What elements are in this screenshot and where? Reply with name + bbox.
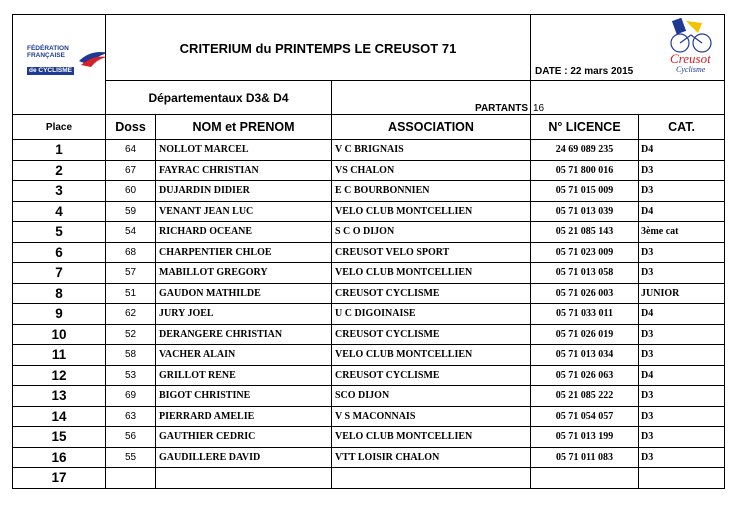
cell-association: VELO CLUB MONTCELLIEN [332, 201, 531, 222]
cell-cat: D3 [639, 181, 725, 202]
cell-doss: 62 [106, 304, 156, 325]
race-date: DATE : 22 mars 2015 [535, 66, 634, 77]
col-cat: CAT. [639, 115, 725, 140]
cell-association: CREUSOT CYCLISME [332, 283, 531, 304]
cell-name: BIGOT CHRISTINE [156, 386, 332, 407]
cell-doss: 54 [106, 222, 156, 243]
cell-association: V S MACONNAIS [332, 406, 531, 427]
cell-cat: D3 [639, 447, 725, 468]
cell-doss: 69 [106, 386, 156, 407]
cell-licence: 05 71 054 057 [531, 406, 639, 427]
layout-root [12, 14, 724, 514]
cell-place: 15 [13, 427, 106, 448]
cell-doss: 59 [106, 201, 156, 222]
cell-place: 2 [13, 160, 106, 181]
cell-place: 6 [13, 242, 106, 263]
cell-place: 11 [13, 345, 106, 366]
cell-doss: 56 [106, 427, 156, 448]
cell-licence: 05 71 033 011 [531, 304, 639, 325]
cell-association: VS CHALON [332, 160, 531, 181]
cell-place: 8 [13, 283, 106, 304]
cell-doss: 63 [106, 406, 156, 427]
cell-name: FAYRAC CHRISTIAN [156, 160, 332, 181]
cell-place: 4 [13, 201, 106, 222]
cell-place: 1 [13, 140, 106, 161]
cell-licence: 05 71 800 016 [531, 160, 639, 181]
page-title: CRITERIUM du PRINTEMPS LE CREUSOT 71 [106, 15, 531, 81]
cell-licence: 05 71 015 009 [531, 181, 639, 202]
cell-place: 10 [13, 324, 106, 345]
cell-name: DUJARDIN DIDIER [156, 181, 332, 202]
cell-name: GRILLOT RENE [156, 365, 332, 386]
cell-cat: 3ème cat [639, 222, 725, 243]
cell-association: VTT LOISIR CHALON [332, 447, 531, 468]
cell-name: MABILLOT GREGORY [156, 263, 332, 284]
cell-licence: 05 71 013 034 [531, 345, 639, 366]
cell-doss: 58 [106, 345, 156, 366]
cell-association: SCO DIJON [332, 386, 531, 407]
cell-doss: 64 [106, 140, 156, 161]
cell-cat: D3 [639, 406, 725, 427]
col-licence: N° LICENCE [531, 115, 639, 140]
cell-licence: 05 71 013 199 [531, 427, 639, 448]
race-category: Départementaux D3& D4 [106, 81, 332, 115]
cell-place: 14 [13, 406, 106, 427]
cell-licence: 05 71 026 003 [531, 283, 639, 304]
cell-licence: 24 69 089 235 [531, 140, 639, 161]
cell-cat: JUNIOR [639, 283, 725, 304]
cell-cat: D4 [639, 365, 725, 386]
cell-doss: 55 [106, 447, 156, 468]
cell-licence: 05 71 013 058 [531, 263, 639, 284]
cell-licence: 05 21 085 143 [531, 222, 639, 243]
cell-name: GAUDILLERE DAVID [156, 447, 332, 468]
cell-licence: 05 71 026 063 [531, 365, 639, 386]
creusot-logo-script: Cyclisme [676, 65, 706, 74]
col-doss: Doss [106, 115, 156, 140]
cell-name: DERANGERE CHRISTIAN [156, 324, 332, 345]
cell-doss: 57 [106, 263, 156, 284]
cell-association: U C DIGOINAISE [332, 304, 531, 325]
cell-cat: D4 [639, 201, 725, 222]
cell-cat: D4 [639, 140, 725, 161]
creusot-logo-text: Creusot [670, 51, 711, 66]
cell-cat: D3 [639, 324, 725, 345]
cell-doss: 60 [106, 181, 156, 202]
cell-cat: D3 [639, 386, 725, 407]
cell-association: E C BOURBONNIEN [332, 181, 531, 202]
grid-lines [12, 14, 724, 484]
col-name: NOM et PRENOM [156, 115, 332, 140]
ffc-logo-line2: FRANÇAISE [27, 52, 65, 59]
cell-doss: 52 [106, 324, 156, 345]
cell-cat: D3 [639, 263, 725, 284]
cell-association: S C O DIJON [332, 222, 531, 243]
cell-name: VACHER ALAIN [156, 345, 332, 366]
cell-cat: D3 [639, 160, 725, 181]
cell-name: PIERRARD AMELIE [156, 406, 332, 427]
partants-label: PARTANTS [332, 81, 531, 115]
cell-licence: 05 71 023 009 [531, 242, 639, 263]
cell-doss: 51 [106, 283, 156, 304]
cell-association: CREUSOT VELO SPORT [332, 242, 531, 263]
partants-value: 16 [531, 81, 725, 115]
cell-association: VELO CLUB MONTCELLIEN [332, 345, 531, 366]
cell-doss: 67 [106, 160, 156, 181]
cell-place: 13 [13, 386, 106, 407]
cell-association: VELO CLUB MONTCELLIEN [332, 427, 531, 448]
cell-cat: D3 [639, 427, 725, 448]
cell-place: 16 [13, 447, 106, 468]
cell-licence: 05 71 026 019 [531, 324, 639, 345]
ffc-logo-line1: FÉDÉRATION [27, 45, 69, 52]
cell-licence: 05 71 013 039 [531, 201, 639, 222]
cell-cat: D4 [639, 304, 725, 325]
cell-association: V C BRIGNAIS [332, 140, 531, 161]
cell-name: JURY JOEL [156, 304, 332, 325]
cell-place: 5 [13, 222, 106, 243]
cell-name: GAUDON MATHILDE [156, 283, 332, 304]
cell-place: 17 [13, 468, 106, 489]
cell-doss: 68 [106, 242, 156, 263]
cell-name: NOLLOT MARCEL [156, 140, 332, 161]
col-association: ASSOCIATION [332, 115, 531, 140]
col-place: Place [13, 115, 106, 140]
cell-association: CREUSOT CYCLISME [332, 324, 531, 345]
cell-name: GAUTHIER CEDRIC [156, 427, 332, 448]
cell-place: 3 [13, 181, 106, 202]
cell-place: 7 [13, 263, 106, 284]
cell-name: VENANT JEAN LUC [156, 201, 332, 222]
ffc-logo-line3: de CYCLISME [29, 67, 72, 74]
cell-name: CHARPENTIER CHLOE [156, 242, 332, 263]
cell-association: CREUSOT CYCLISME [332, 365, 531, 386]
cell-licence: 05 71 011 083 [531, 447, 639, 468]
cell-place: 9 [13, 304, 106, 325]
cell-association: VELO CLUB MONTCELLIEN [332, 263, 531, 284]
cell-doss: 53 [106, 365, 156, 386]
cell-place: 12 [13, 365, 106, 386]
cell-cat: D3 [639, 345, 725, 366]
cell-name: RICHARD OCEANE [156, 222, 332, 243]
cell-cat: D3 [639, 242, 725, 263]
cell-licence: 05 21 085 222 [531, 386, 639, 407]
